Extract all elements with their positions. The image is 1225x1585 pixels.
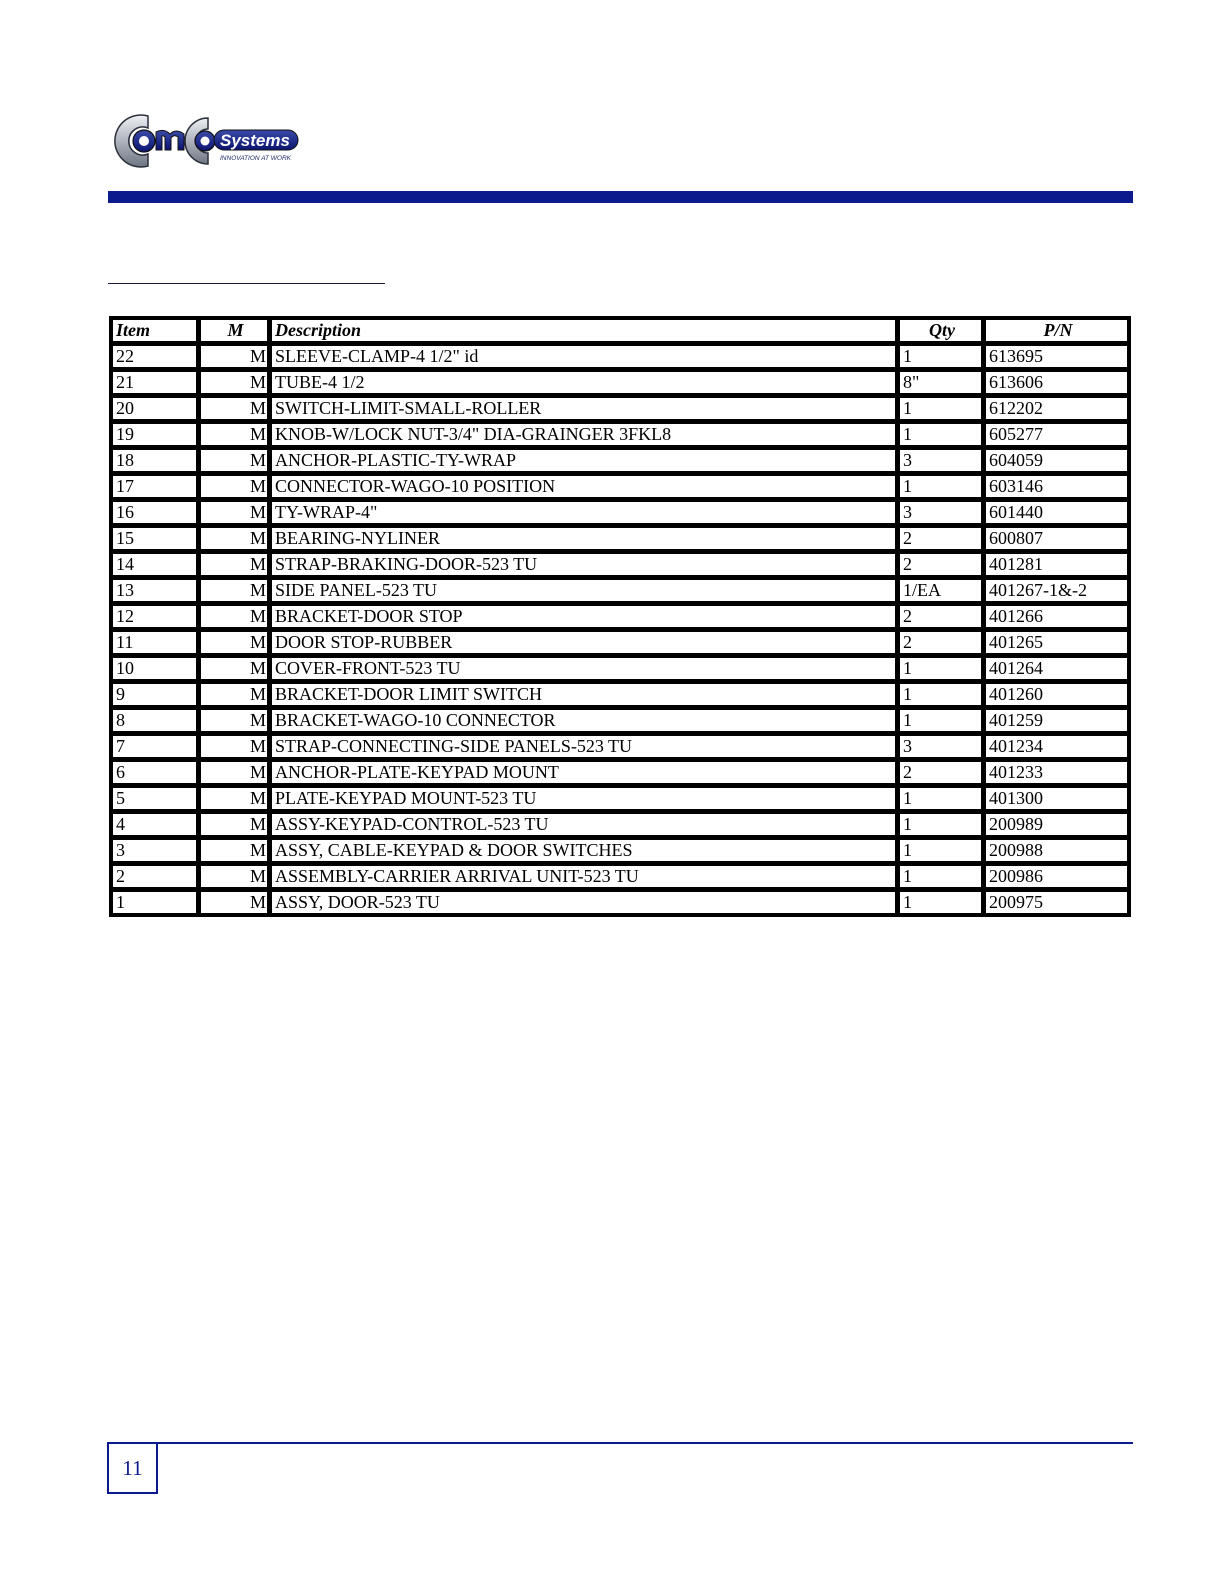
cell-pn: 401266 bbox=[986, 606, 1127, 632]
cell-description: ASSEMBLY-CARRIER ARRIVAL UNIT-523 TU bbox=[272, 866, 900, 892]
cell-m: M bbox=[201, 424, 272, 450]
cell-description: STRAP-CONNECTING-SIDE PANELS-523 TU bbox=[272, 736, 900, 762]
col-header-description: Description bbox=[272, 320, 900, 346]
col-header-pn: P/N bbox=[986, 320, 1127, 346]
cell-m: M bbox=[201, 346, 272, 372]
table-row bbox=[113, 528, 1127, 554]
cell-pn: 401267-1&-2 bbox=[986, 580, 1127, 606]
table-row bbox=[113, 398, 1127, 424]
table-row bbox=[113, 554, 1127, 580]
cell-m: M bbox=[201, 580, 272, 606]
cell-qty: 2 bbox=[900, 762, 986, 788]
cell-pn: 401233 bbox=[986, 762, 1127, 788]
cell-description: KNOB-W/LOCK NUT-3/4" DIA-GRAINGER 3FKL8 bbox=[272, 424, 900, 450]
table-row bbox=[113, 450, 1127, 476]
cell-qty: 1 bbox=[900, 424, 986, 450]
cell-qty: 3 bbox=[900, 450, 986, 476]
cell-pn: 601440 bbox=[986, 502, 1127, 528]
cell-qty: 1 bbox=[900, 814, 986, 840]
cell-m: M bbox=[201, 398, 272, 424]
cell-description: SIDE PANEL-523 TU bbox=[272, 580, 900, 606]
table-row bbox=[113, 658, 1127, 684]
cell-m: M bbox=[201, 710, 272, 736]
cell-qty: 2 bbox=[900, 554, 986, 580]
cell-description: DOOR STOP-RUBBER bbox=[272, 632, 900, 658]
cell-pn: 613695 bbox=[986, 346, 1127, 372]
cell-pn: 603146 bbox=[986, 476, 1127, 502]
footer-rule bbox=[108, 1442, 1133, 1444]
cell-pn: 613606 bbox=[986, 372, 1127, 398]
cell-description: TUBE-4 1/2 bbox=[272, 372, 900, 398]
cell-item: 3 bbox=[113, 840, 201, 866]
cell-item: 13 bbox=[113, 580, 201, 606]
cell-pn: 200975 bbox=[986, 892, 1127, 913]
cell-description: STRAP-BRAKING-DOOR-523 TU bbox=[272, 554, 900, 580]
cell-pn: 401260 bbox=[986, 684, 1127, 710]
cell-description: TY-WRAP-4" bbox=[272, 502, 900, 528]
svg-text:Systems: Systems bbox=[220, 131, 290, 150]
table-row bbox=[113, 840, 1127, 866]
cell-description: SWITCH-LIMIT-SMALL-ROLLER bbox=[272, 398, 900, 424]
table-row bbox=[113, 580, 1127, 606]
cell-item: 15 bbox=[113, 528, 201, 554]
table-row bbox=[113, 346, 1127, 372]
cell-description: ASSY, DOOR-523 TU bbox=[272, 892, 900, 913]
cell-qty: 1 bbox=[900, 476, 986, 502]
cell-m: M bbox=[201, 528, 272, 554]
cell-qty: 2 bbox=[900, 632, 986, 658]
cell-pn: 401264 bbox=[986, 658, 1127, 684]
table-row bbox=[113, 476, 1127, 502]
cell-m: M bbox=[201, 372, 272, 398]
table-row bbox=[113, 788, 1127, 814]
page-number-box bbox=[107, 1442, 158, 1494]
cell-pn: 600807 bbox=[986, 528, 1127, 554]
cell-item: 19 bbox=[113, 424, 201, 450]
col-header-qty: Qty bbox=[900, 320, 986, 346]
cell-pn: 200989 bbox=[986, 814, 1127, 840]
cell-description: ANCHOR-PLASTIC-TY-WRAP bbox=[272, 450, 900, 476]
cell-qty: 1 bbox=[900, 398, 986, 424]
cell-pn: 401265 bbox=[986, 632, 1127, 658]
cell-qty: 1 bbox=[900, 710, 986, 736]
cell-m: M bbox=[201, 866, 272, 892]
cell-pn: 200986 bbox=[986, 866, 1127, 892]
cell-item: 4 bbox=[113, 814, 201, 840]
cell-description: BRACKET-WAGO-10 CONNECTOR bbox=[272, 710, 900, 736]
table-row bbox=[113, 710, 1127, 736]
cell-qty: 8" bbox=[900, 372, 986, 398]
col-header-m: M bbox=[201, 320, 272, 346]
parts-table bbox=[109, 316, 1131, 917]
cell-m: M bbox=[201, 814, 272, 840]
cell-item: 2 bbox=[113, 866, 201, 892]
cell-description: BRACKET-DOOR STOP bbox=[272, 606, 900, 632]
cell-pn: 605277 bbox=[986, 424, 1127, 450]
cell-m: M bbox=[201, 476, 272, 502]
cell-item: 11 bbox=[113, 632, 201, 658]
cell-item: 10 bbox=[113, 658, 201, 684]
cell-item: 7 bbox=[113, 736, 201, 762]
cell-description: ASSY-KEYPAD-CONTROL-523 TU bbox=[272, 814, 900, 840]
cell-m: M bbox=[201, 606, 272, 632]
cell-item: 9 bbox=[113, 684, 201, 710]
parts-table-body bbox=[113, 346, 1127, 913]
cell-description: PLATE-KEYPAD MOUNT-523 TU bbox=[272, 788, 900, 814]
cell-item: 17 bbox=[113, 476, 201, 502]
section-underline bbox=[108, 283, 385, 284]
cell-m: M bbox=[201, 502, 272, 528]
cell-qty: 2 bbox=[900, 606, 986, 632]
page-number: 11 bbox=[122, 1455, 143, 1480]
cell-qty: 3 bbox=[900, 736, 986, 762]
cell-qty: 1 bbox=[900, 346, 986, 372]
table-row bbox=[113, 372, 1127, 398]
cell-pn: 200988 bbox=[986, 840, 1127, 866]
cell-description: ASSY, CABLE-KEYPAD & DOOR SWITCHES bbox=[272, 840, 900, 866]
cell-pn: 604059 bbox=[986, 450, 1127, 476]
cell-pn: 401300 bbox=[986, 788, 1127, 814]
cell-m: M bbox=[201, 658, 272, 684]
cell-item: 1 bbox=[113, 892, 201, 913]
cell-pn: 401259 bbox=[986, 710, 1127, 736]
cell-m: M bbox=[201, 684, 272, 710]
cell-m: M bbox=[201, 840, 272, 866]
cell-item: 12 bbox=[113, 606, 201, 632]
cell-qty: 1 bbox=[900, 788, 986, 814]
cell-description: COVER-FRONT-523 TU bbox=[272, 658, 900, 684]
table-row bbox=[113, 502, 1127, 528]
cell-qty: 3 bbox=[900, 502, 986, 528]
table-row bbox=[113, 684, 1127, 710]
cell-description: ANCHOR-PLATE-KEYPAD MOUNT bbox=[272, 762, 900, 788]
cell-qty: 1 bbox=[900, 658, 986, 684]
header-rule bbox=[108, 191, 1133, 203]
table-row bbox=[113, 736, 1127, 762]
table-row bbox=[113, 892, 1127, 913]
cell-qty: 1 bbox=[900, 840, 986, 866]
table-row bbox=[113, 814, 1127, 840]
table-row bbox=[113, 632, 1127, 658]
table-row bbox=[113, 866, 1127, 892]
cell-qty: 1/EA bbox=[900, 580, 986, 606]
cell-m: M bbox=[201, 632, 272, 658]
cell-pn: 612202 bbox=[986, 398, 1127, 424]
cell-m: M bbox=[201, 736, 272, 762]
cell-qty: 1 bbox=[900, 866, 986, 892]
cell-item: 18 bbox=[113, 450, 201, 476]
cell-description: BRACKET-DOOR LIMIT SWITCH bbox=[272, 684, 900, 710]
cell-item: 16 bbox=[113, 502, 201, 528]
cell-m: M bbox=[201, 762, 272, 788]
cell-item: 6 bbox=[113, 762, 201, 788]
cell-description: CONNECTOR-WAGO-10 POSITION bbox=[272, 476, 900, 502]
table-header-row bbox=[113, 320, 1127, 346]
cell-item: 5 bbox=[113, 788, 201, 814]
cell-item: 8 bbox=[113, 710, 201, 736]
cell-description: BEARING-NYLINER bbox=[272, 528, 900, 554]
cell-qty: 1 bbox=[900, 684, 986, 710]
table-row bbox=[113, 606, 1127, 632]
company-logo bbox=[108, 108, 304, 174]
cell-description: SLEEVE-CLAMP-4 1/2" id bbox=[272, 346, 900, 372]
svg-text:INNOVATION AT WORK: INNOVATION AT WORK bbox=[220, 155, 292, 162]
cell-pn: 401281 bbox=[986, 554, 1127, 580]
table-row bbox=[113, 762, 1127, 788]
cell-qty: 2 bbox=[900, 528, 986, 554]
cell-item: 22 bbox=[113, 346, 201, 372]
cell-m: M bbox=[201, 450, 272, 476]
table-row bbox=[113, 424, 1127, 450]
cell-m: M bbox=[201, 788, 272, 814]
cell-item: 20 bbox=[113, 398, 201, 424]
cell-m: M bbox=[201, 892, 272, 913]
cell-pn: 401234 bbox=[986, 736, 1127, 762]
cell-item: 21 bbox=[113, 372, 201, 398]
cell-item: 14 bbox=[113, 554, 201, 580]
col-header-item: Item bbox=[113, 320, 201, 346]
cell-qty: 1 bbox=[900, 892, 986, 913]
cell-m: M bbox=[201, 554, 272, 580]
